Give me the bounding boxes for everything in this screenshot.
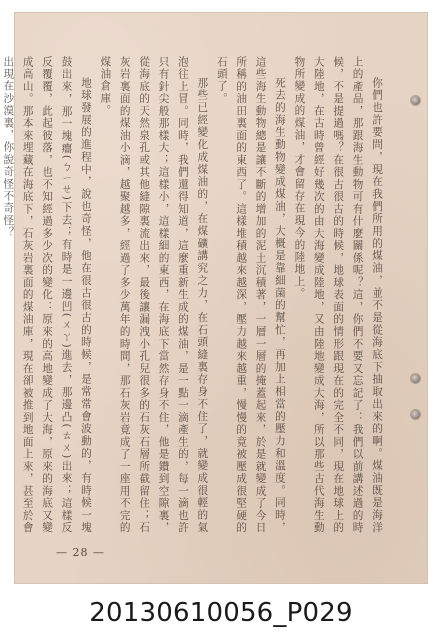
image-caption: 20130610056_P029 xyxy=(89,598,353,628)
binding-hole-top xyxy=(411,96,420,105)
paragraph-3: 那些已經變化成煤油的，在煤礦講究之力，在石頭縫裏存身不住了，就變成很輕的氣泡往上冒。同時，我們還得知道，這麼重新生成的煤油，是一點一滴產生的，每一滴也許只有針尖般那樣大；這樣小，這樣細的東西，在海底下當然存身不住，他是鑽到空隙裏，從海底的天然泉孔或其他縫隙裏流出來，最後讓漏洩小孔兒很多的石灰石層所截留住；石灰岩裏面的煤油小滴，越聚越多，經過了多少萬年的時間，那石灰岩竟成了一座用不完的煤油倉庫。 xyxy=(99,56,209,534)
paragraph-2: 死去的海生動物變成煤油，大概是靠細菌的幫忙，再加上相當的壓力和溫度。同時，這些海生動物總是讓不斷的增加的泥土沉積著，一層一層的掩蓋起來，於是就變成了今日所稱的油田裏面的東西了。這樣堆積越來越深，壓力越來越重，慢慢的竟被壓成很堅硬的石頭了。 xyxy=(215,56,286,534)
paragraph-4: 地球發展的進程中，說也奇怪，他在很古很古的時候，是常常會波動的，有時候一塊鼓出來，那一塊癟(ㄅㄧㄝ)下去；有時是一邊凹(ㄨㄚ)進去，那邊凸(ㄊㄨ)出來；這樣反反覆覆，此起彼落，也不知經過多少次的變化：原來的高地變成了大海，原來的海底又變成高山。那本來埋藏在海底下，石灰岩裏面的煤油庫，現在卻被推到地面上來，甚至於會出現在沙漠裏，你說奇怪不奇怪？ xyxy=(2,56,92,534)
paragraph-1: 你們也許要問，現在我們所用的煤油，並不是從海底下抽取出來的啊。煤油既是海洋上的產品，那跟海生動物可有什麼關係呢？這，你們不要又忘記了：我們以前講述過的時候，不是提過嗎？在很古很古的時候，地球表面的情形跟現在的完全不同，現在地球上的大陸地，在古時曾經好幾次的由大海變成陸地，又由陸地變成大海，所以那些古代海生動物所變成的煤油，才會留存在現今的陸地上。 xyxy=(293,56,383,534)
binding-hole-middle xyxy=(411,374,420,383)
vertical-text-body xyxy=(2,56,386,534)
page-number: — 28 — xyxy=(56,546,105,559)
binding-hole-lower xyxy=(411,410,420,419)
